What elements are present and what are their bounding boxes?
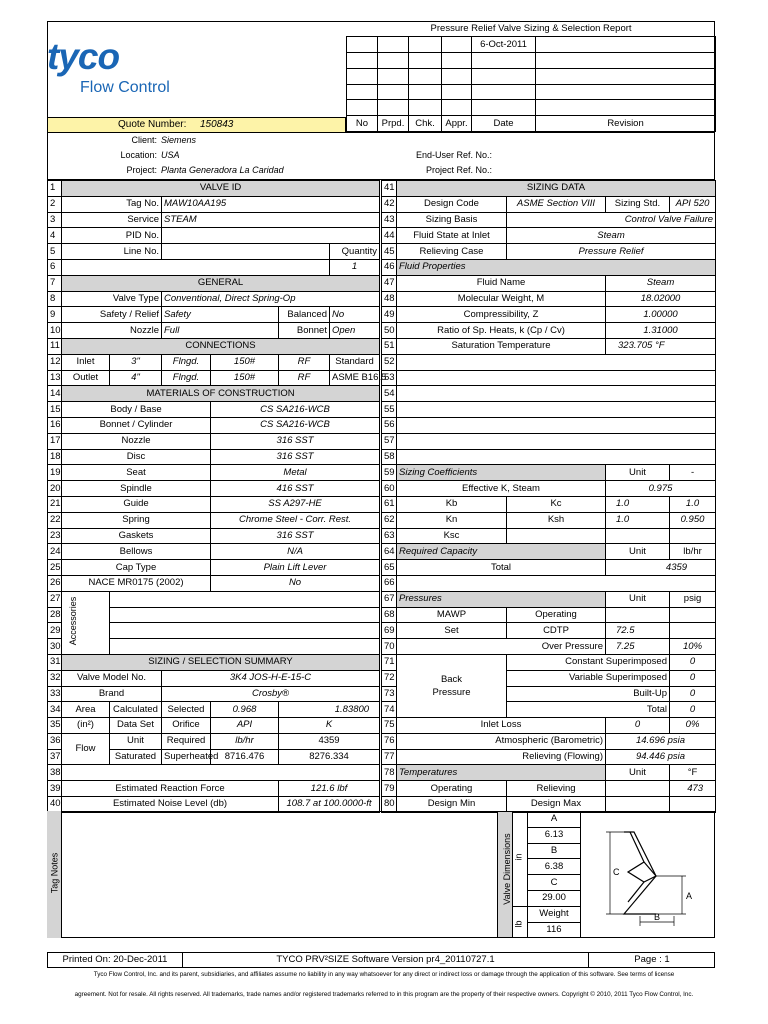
accessories-cell (62, 591, 110, 654)
built-up-label: Built-Up (507, 686, 670, 702)
noise-value: 108.7 at 100.0000-ft (279, 797, 380, 813)
orifice-label: Orifice (162, 718, 211, 734)
keff-label: Effective K, Steam (397, 481, 606, 497)
brand-label: Brand (62, 686, 162, 702)
coef-unit-value: - (670, 465, 716, 481)
sat-temp-label: Saturation Temperature (397, 338, 606, 354)
back-word: Back (440, 674, 463, 685)
back-pressure-label (397, 654, 507, 717)
model-value: 3K4 JOS-H-E-15-C (162, 670, 380, 686)
area-calculated: 0.968 (211, 702, 279, 718)
disclaimer-line-2: agreement. Not for resale. All rights reserved. All trademarks, trade names and/or registered trademarks referred to in this program are the property of their respective owners. Copyright © 2010, 2011 Tyco Flow Control, Inc. (74, 991, 694, 998)
z-value: 1.00000 (606, 307, 716, 323)
safety-label: Safety / Relief (62, 307, 162, 323)
material-label: Bellows (62, 544, 211, 560)
sizing-std-label: Sizing Std. (606, 196, 670, 212)
in-unit: in (513, 853, 524, 861)
area-unit: (in²) (62, 718, 110, 734)
page-number: Page : 1 (634, 954, 670, 965)
flow-control-logo: Flow Control (80, 79, 170, 96)
press-unit-label: Unit (606, 591, 670, 607)
right-table: 41 SIZING DATA 42 Design Code ASME Section VIII Sizing Std. API 520 43 Sizing Basis Control Valve Failure 44 Fluid State at Inlet Steam 45 Relieving Case Pressure Relief 46 Fluid Properties 47 Fluid Name Steam 48 Molecular Weight, M 18.02000 49 Compressibility, Z 1.00000 50 Ratio of Sp. Heats, k (Cp / Cv) 1.31000 51 Saturation Temperature 323.705 °F 52 53 54 55 56 57 58 59 Sizing Coefficients Unit - 60 Effective K, Steam 0.975 61 Kb Kc 1.0 1.0 62 Kn Ksh 1.0 0.950 63 Ksc 64 Required Capacity Unit lb/hr 65 Total 4359 66 67 Pressures Unit psig 68 MAWP Operating 69 Set CDTP 72.5 70 Over Pressure 7.25 10% 71 Back Pressure Constant Superimposed 0 72 Variable Superimposed 0 73 Built-Up 0 74 Total 0 75 Inlet Loss 0 0% 76 Atmospheric (Barometric) 14.696 psia 77 Relieving (Flowing) 94.446 psia 78 Temperatures Unit °F 79 Operating Relieving 473 80 Design Min Design Max (381, 180, 716, 813)
outlet-size: 4" (110, 370, 162, 386)
bp-total-value: 0 (670, 702, 716, 718)
inlet-standard: Standard (330, 354, 380, 370)
material-value: No (211, 575, 380, 591)
mw-value: 18.02000 (606, 291, 716, 307)
fluid-name-value: Steam (606, 275, 716, 291)
tag-label: Tag No. (62, 196, 162, 212)
ksc-label: Ksc (397, 528, 507, 544)
calculated-label: Calculated (110, 702, 162, 718)
kn-label: Kn (397, 512, 507, 528)
rev-col-appr: Appr. (442, 116, 472, 132)
kc-value: 1.0 (670, 496, 716, 512)
weight-label: Weight (528, 906, 581, 922)
relieving-flow-value: 94.446 psia (606, 749, 716, 765)
inlet-loss-label: Inlet Loss (397, 718, 606, 734)
project-ref-label: Project Ref. No.: (425, 165, 492, 175)
relieving-case-value: Pressure Relief (507, 244, 716, 260)
required-capacity-header: Required Capacity (397, 544, 606, 560)
material-label: Nozzle (62, 433, 211, 449)
selected-label: Selected (162, 702, 211, 718)
client-label: Client: (131, 135, 157, 145)
relieving-case-label: Relieving Case (397, 244, 507, 260)
operating-label: Operating (507, 607, 606, 623)
dim-a-label: A (528, 812, 581, 828)
fluid-properties-header: Fluid Properties (397, 259, 716, 275)
material-value: N/A (211, 544, 380, 560)
orifice-value: K (279, 718, 380, 734)
k-value: 1.31000 (606, 323, 716, 339)
sizing-data-header: SIZING DATA (397, 181, 716, 197)
dim-c-label: C (528, 875, 581, 891)
over-pressure-percent: 10% (670, 639, 716, 655)
temp-unit-value: °F (670, 765, 716, 781)
data-set-value: API (211, 718, 279, 734)
inlet-type: Flngd. (162, 354, 211, 370)
temp-relieving-label: Relieving (507, 781, 606, 797)
flow-label: Flow (62, 733, 110, 765)
reaction-label: Estimated Reaction Force (62, 781, 279, 797)
project-info (47, 133, 715, 180)
over-pressure-value: 7.25 (606, 639, 670, 655)
connections-header: CONNECTIONS (62, 338, 380, 354)
material-value: 316 SST (211, 433, 380, 449)
tag-value: MAW10AA195 (162, 196, 380, 212)
temperatures-header: Temperatures (397, 765, 606, 781)
z-label: Compressibility, Z (397, 307, 606, 323)
dim-c-value: 29.00 (528, 890, 581, 906)
area-label: Area (62, 702, 110, 718)
location-value: USA (161, 150, 180, 160)
disclaimer-line-1: Tyco Flow Control, Inc. and its parent, subsidiaries, and affiliates assume no liability in any way whatsoever for any direct or indirect loss or damage through the application of this software. See terms of license (93, 971, 675, 978)
printed-on: Printed On: 20-Dec-2011 (48, 953, 183, 967)
noise-label: Estimated Noise Level (db) (62, 797, 279, 813)
reaction-value: 121.6 lbf (279, 781, 380, 797)
inlet-facing: RF (279, 354, 330, 370)
rev-col-date: Date (472, 116, 536, 132)
report-title: Pressure Relief Valve Sizing & Selection Report (347, 21, 716, 37)
enduser-ref-label: End-User Ref. No.: (415, 150, 492, 160)
bp-total-label: Total (507, 702, 670, 718)
cdtp-value: 72.5 (606, 623, 670, 639)
material-value: 316 SST (211, 449, 380, 465)
design-max-label: Design Max (507, 797, 606, 813)
software-version: TYCO PRV²SIZE Software Version pr4_20110727.1 (183, 953, 589, 967)
var-label: Variable Superimposed (507, 670, 670, 686)
rev-col-revision: Revision (536, 116, 716, 132)
rev-col-prpd: Prpd. (378, 116, 409, 132)
material-label: Spring (62, 512, 211, 528)
design-code-value: ASME Section VIII (507, 196, 606, 212)
sizing-basis-label: Sizing Basis (397, 212, 507, 228)
material-value: CS SA216-WCB (211, 417, 380, 433)
valve-dimensions-label: Valve Dimensions (502, 833, 512, 905)
outlet-standard: ASME B16.5 (330, 370, 380, 386)
tyco-logo: tyco (47, 36, 120, 77)
location-label: Location: (120, 150, 157, 160)
model-label: Valve Model No. (62, 670, 162, 686)
inlet-loss-value: 0 (606, 718, 670, 734)
valve-dimension-diagram (600, 820, 700, 930)
safety-value: Safety (162, 307, 279, 323)
material-label: Seat (62, 465, 211, 481)
material-label: Disc (62, 449, 211, 465)
valve-outline (624, 832, 656, 914)
valve-type-label: Valve Type (62, 291, 162, 307)
quote-number-bar (47, 117, 346, 133)
inlet-label: Inlet (62, 354, 110, 370)
quote-number: 150843 (200, 119, 234, 130)
rev-col-chk: Chk. (409, 116, 442, 132)
fluid-name-label: Fluid Name (397, 275, 606, 291)
material-label: Spindle (62, 481, 211, 497)
superheated-label: Superheated (162, 749, 211, 765)
project-label: Project: (126, 165, 157, 175)
design-min-label: Design Min (397, 797, 507, 813)
lb-unit: lb (513, 920, 524, 928)
temp-unit-label: Unit (606, 765, 670, 781)
total-label: Total (397, 560, 606, 576)
sat-temp-value: 323.705 °F (606, 338, 716, 354)
material-label: Cap Type (62, 560, 211, 576)
summary-header: SIZING / SELECTION SUMMARY (62, 654, 380, 670)
quantity-value: 1 (330, 259, 380, 275)
service-label: Service (62, 212, 162, 228)
material-value: SS A297-HE (211, 496, 380, 512)
quote-label: Quote Number: (118, 119, 187, 130)
cdtp-label: CDTP (507, 623, 606, 639)
fluid-state-value: Steam (507, 228, 716, 244)
valve-dimensions-cell (498, 812, 513, 938)
keff-value: 0.975 (606, 481, 716, 497)
nozzle-label: Nozzle (62, 323, 162, 339)
brand-value: Crosby® (162, 686, 380, 702)
outlet-label: Outlet (62, 370, 110, 386)
in-cell (513, 812, 528, 907)
var-value: 0 (670, 670, 716, 686)
temp-operating-label: Operating (397, 781, 507, 797)
area-selected: 1.83800 (279, 702, 380, 718)
material-label: Bonnet / Cylinder (62, 417, 211, 433)
mw-label: Molecular Weight, M (397, 291, 606, 307)
inlet-loss-percent: 0% (670, 718, 716, 734)
material-label: Body / Base (62, 402, 211, 418)
kn-value: 1.0 (606, 512, 670, 528)
temp-relieving-value: 473 (670, 781, 716, 797)
outlet-rating: 150# (211, 370, 279, 386)
material-label: NACE MR0175 (2002) (62, 575, 211, 591)
material-value: Metal (211, 465, 380, 481)
project-value: Planta Generadora La Caridad (161, 165, 284, 175)
pressure-word: Pressure (432, 687, 471, 698)
material-value: 416 SST (211, 481, 380, 497)
k-label: Ratio of Sp. Heats, k (Cp / Cv) (397, 323, 606, 339)
dim-b-value: 6.38 (528, 859, 581, 875)
outlet-facing: RF (279, 370, 330, 386)
coef-unit-label: Unit (606, 465, 670, 481)
weight-value: 116 (528, 922, 581, 938)
atm-value: 14.696 psia (606, 733, 716, 749)
material-value: Chrome Steel - Corr. Rest. (211, 512, 380, 528)
flow-required-label: Required (162, 733, 211, 749)
lb-cell (513, 906, 528, 938)
kc-label: Kc (507, 496, 606, 512)
relieving-flow-label: Relieving (Flowing) (397, 749, 606, 765)
const-value: 0 (670, 654, 716, 670)
inlet-size: 3" (110, 354, 162, 370)
tag-notes-label: Tag Notes (49, 852, 60, 894)
valve-id-header: VALVE ID (62, 181, 380, 197)
ksh-value: 0.950 (670, 512, 716, 528)
bonnet-value: Open (330, 323, 380, 339)
design-code-label: Design Code (397, 196, 507, 212)
line-label: Line No. (62, 244, 162, 260)
coefficients-header: Sizing Coefficients (397, 465, 606, 481)
superheated-value: 8276.334 (279, 749, 380, 765)
saturated-label: Saturated (110, 749, 162, 765)
dim-b-marker: B (654, 912, 661, 922)
materials-header: MATERIALS OF CONSTRUCTION (62, 386, 380, 402)
over-pressure-label: Over Pressure (397, 639, 606, 655)
material-value: CS SA216-WCB (211, 402, 380, 418)
sizing-std-value: API 520 (670, 196, 716, 212)
mawp-label: MAWP (397, 607, 507, 623)
pressures-header: Pressures (397, 591, 606, 607)
material-label: Gaskets (62, 528, 211, 544)
report-date: 6-Oct-2011 (472, 37, 536, 53)
valve-type-value: Conventional, Direct Spring-Op (162, 291, 380, 307)
const-label: Constant Superimposed (507, 654, 670, 670)
rev-col-no: No (347, 116, 378, 132)
service-value: STEAM (162, 212, 380, 228)
dim-a-marker: A (686, 891, 693, 901)
material-value: Plain Lift Lever (211, 560, 380, 576)
nozzle-value: Full (162, 323, 279, 339)
balanced-label: Balanced (279, 307, 330, 323)
saturated-value: 8716.476 (211, 749, 279, 765)
press-unit-value: psig (670, 591, 716, 607)
data-set-label: Data Set (110, 718, 162, 734)
dimension-lines (606, 832, 686, 926)
built-up-value: 0 (670, 686, 716, 702)
flow-required-value: 4359 (279, 733, 380, 749)
dim-b-label: B (528, 843, 581, 859)
material-value: 316 SST (211, 528, 380, 544)
pid-label: PID No. (62, 228, 162, 244)
fluid-state-label: Fluid State at Inlet (397, 228, 507, 244)
ksh-label: Ksh (507, 512, 606, 528)
dim-a-value: 6.13 (528, 827, 581, 843)
client-value: Siemens (161, 135, 197, 145)
set-label: Set (397, 623, 507, 639)
atm-label: Atmospheric (Barometric) (397, 733, 606, 749)
bonnet-label: Bonnet (279, 323, 330, 339)
req-unit-label: Unit (606, 544, 670, 560)
kb-label: Kb (397, 496, 507, 512)
flow-unit-label: Unit (110, 733, 162, 749)
dim-c-marker: C (613, 867, 620, 877)
general-header: GENERAL (62, 275, 380, 291)
accessories-label: Accessories (68, 596, 78, 645)
footer-bar (47, 952, 715, 968)
inlet-rating: 150# (211, 354, 279, 370)
kb-value: 1.0 (606, 496, 670, 512)
material-label: Guide (62, 496, 211, 512)
left-table: 1 VALVE ID 2 Tag No. MAW10AA195 3 Service STEAM 4 PID No. 5 Line No. Quantity 6 1 7 GENERAL 8 Valve Type Conventional, Direct Spring-Op 9 Safety / Relief Safety Balanced No 10 Nozzle Full Bonnet Open 11 CONNECTIONS 12 Inlet 3" Flngd. 150# RF Standard 13 Outlet 4" Flngd. 150# RF ASME B16.5 14 MATERIALS OF CONSTRUCTION 15 Body / Base CS SA216-WCB 16 Bonnet / Cylinder CS SA216-WCB 17 Nozzle 316 SST 18 Disc 316 SST 19 Seat Metal 20 Spindle 416 SST 21 Guide SS A297-HE 22 Spring Chrome Steel - Corr. Rest. 23 Gaskets 316 SST 24 Bellows N/A 25 Cap Type Plain Lift Lever 26 NACE MR0175 (2002) No 27 Accessories 28 29 30 31 SIZING / SELECTION SUMMARY 32 Valve Model No. 3K4 JOS-H-E-15-C 33 Brand Crosby® 34 Area Calculated Selected 0.968 1.83800 35 (in²) Data Set Orifice API K 36 Flow Unit Required lb/hr 4359 37 Saturated Superheated 8716.476 8276.334 38 39 Estimated Reaction Force 121.6 lbf 40 Estimated Noise Level (db) 108.7 at 100.0000-ft (47, 180, 380, 813)
dimensions-table (497, 811, 581, 938)
revision-table (346, 21, 716, 132)
total-value: 4359 (606, 560, 716, 576)
quantity-label: Quantity (330, 244, 380, 260)
outlet-type: Flngd. (162, 370, 211, 386)
req-unit-value: lb/hr (670, 544, 716, 560)
sizing-basis-value: Control Valve Failure (507, 212, 716, 228)
balanced-value: No (330, 307, 380, 323)
flow-unit-value: lb/hr (211, 733, 279, 749)
